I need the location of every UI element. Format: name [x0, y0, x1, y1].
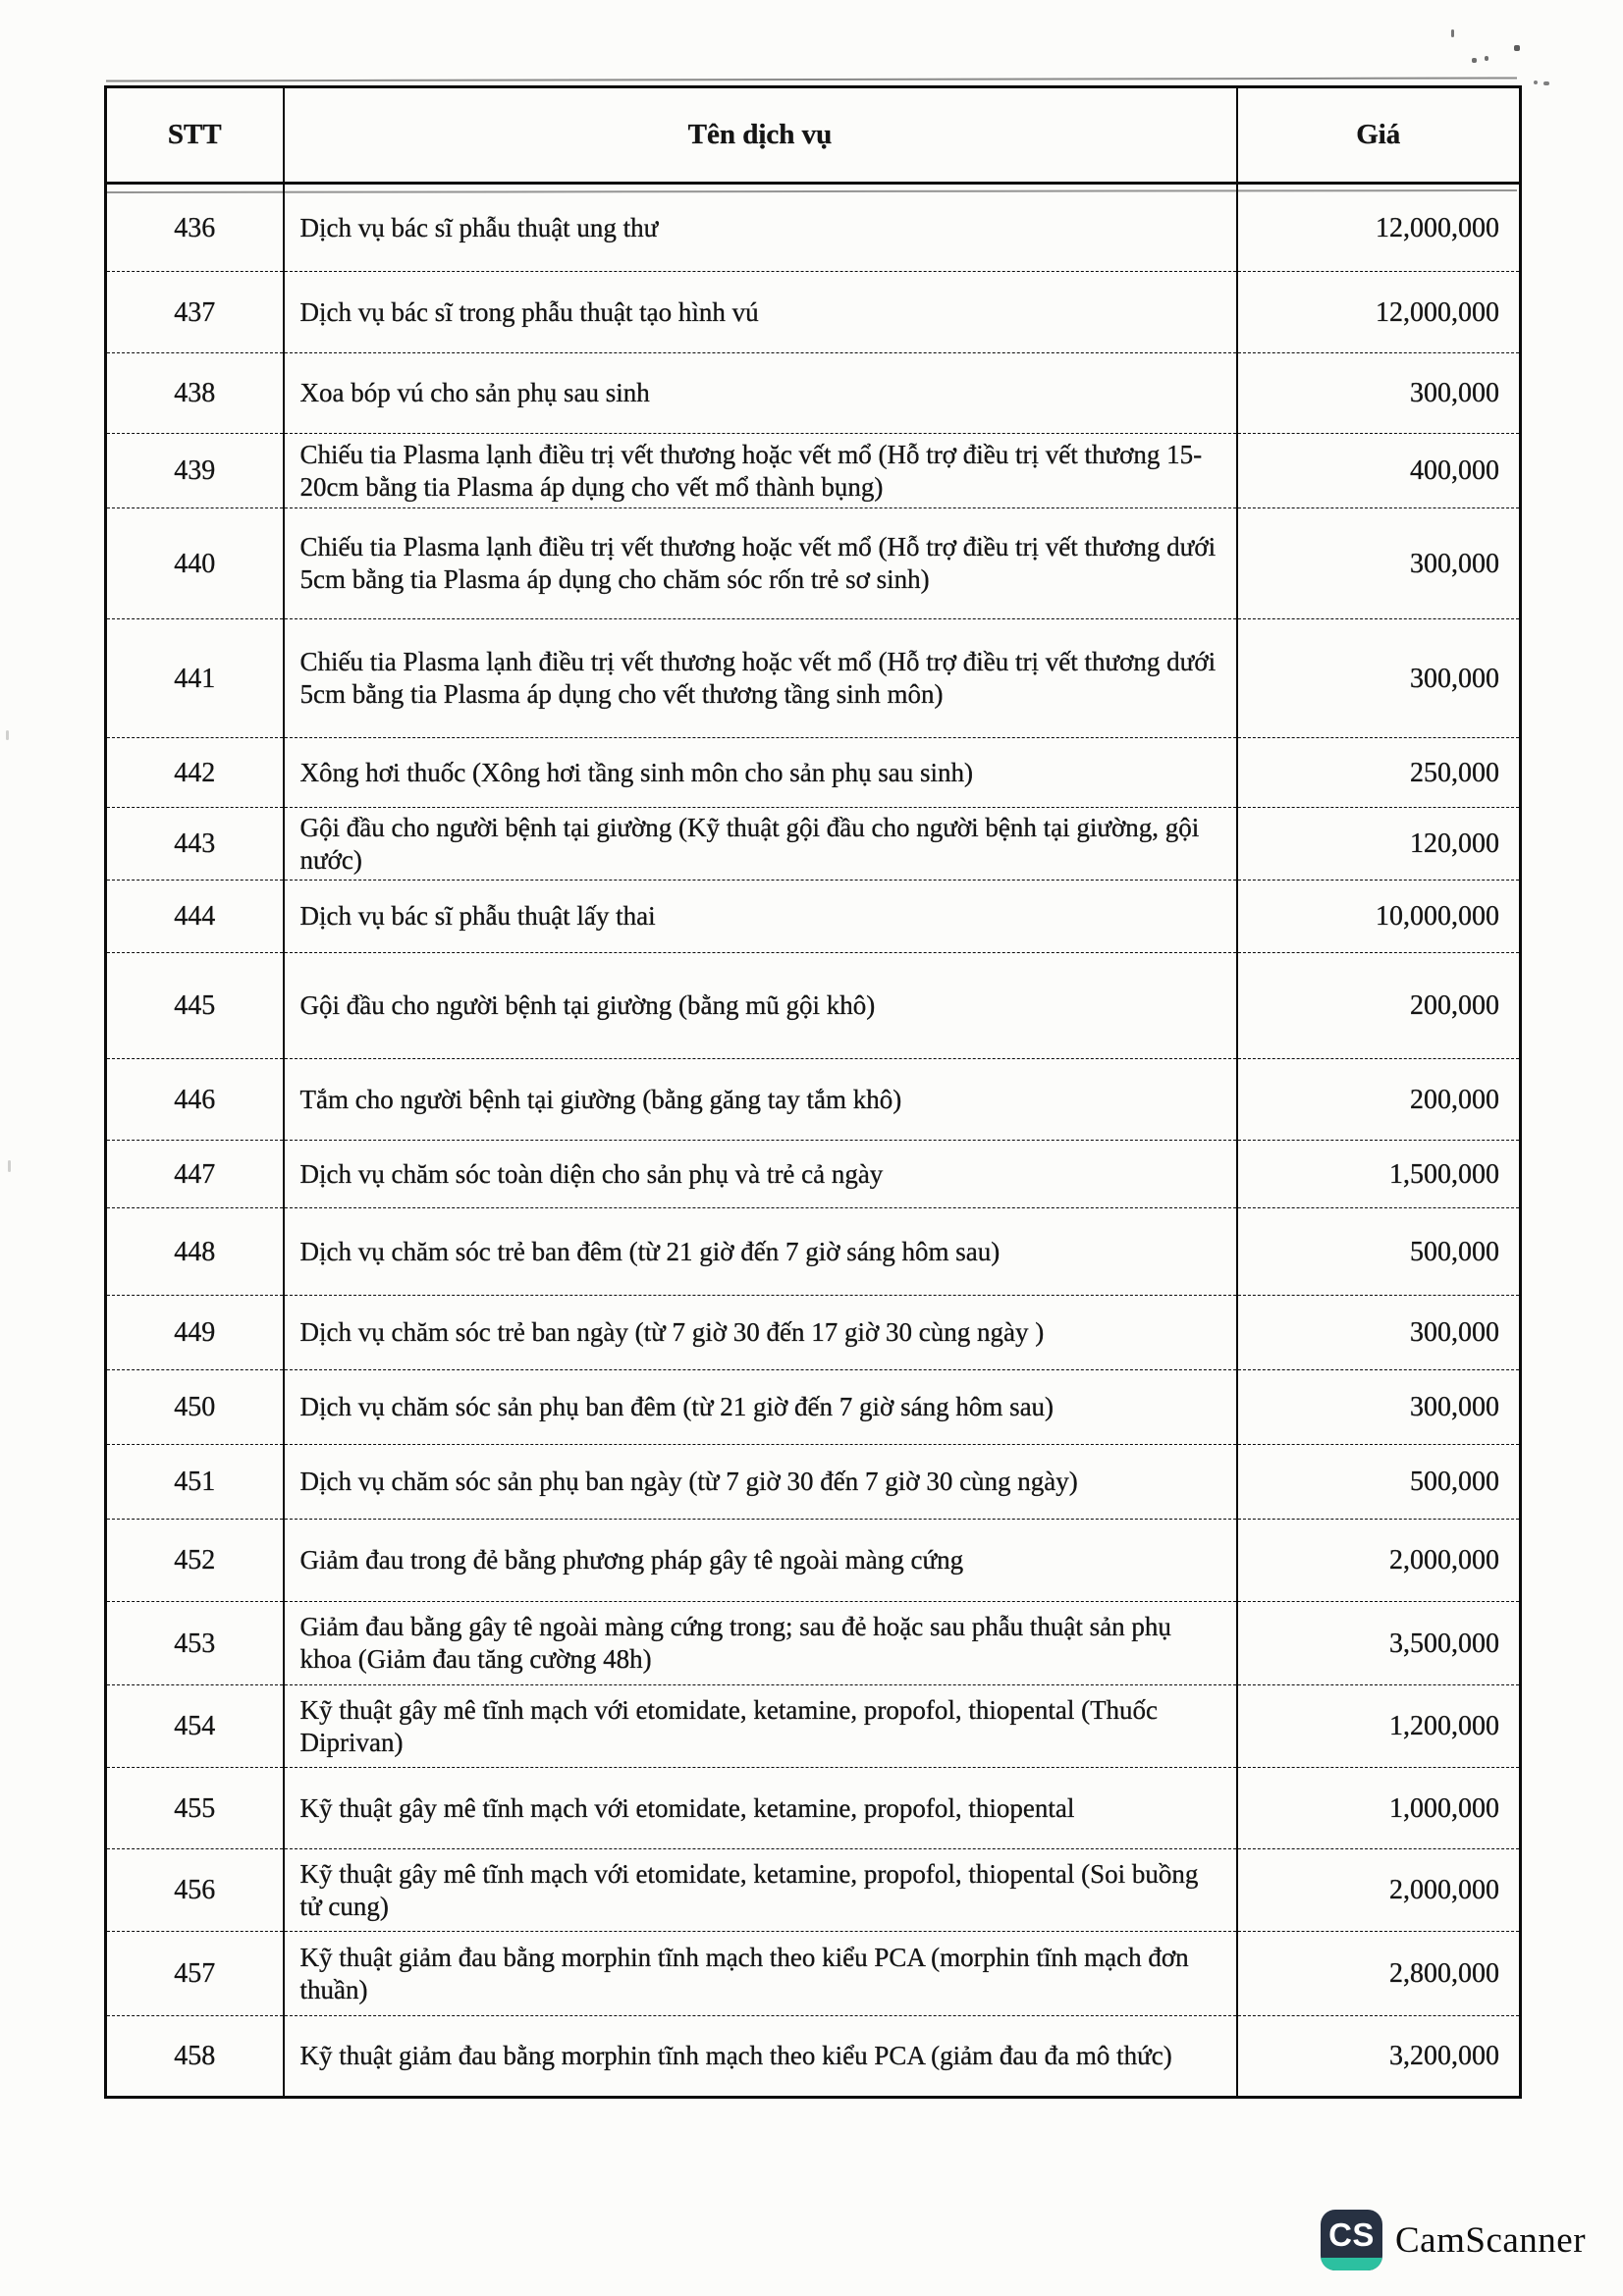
- stt-cell: 450: [106, 1370, 284, 1445]
- stt-cell: 441: [106, 619, 284, 738]
- price-cell: 1,000,000: [1237, 1768, 1521, 1849]
- table-row: [106, 881, 1521, 953]
- stt-cell: 457: [106, 1932, 284, 2016]
- price-cell: 300,000: [1237, 619, 1521, 738]
- service-name-cell: Chiếu tia Plasma lạnh điều trị vết thương hoặc vết mổ (Hỗ trợ điều trị vết thương 15-20cm bằng tia Plasma áp dụng cho vết mổ thành bụng): [284, 434, 1237, 508]
- table-row: [106, 272, 1521, 353]
- price-cell: 2,800,000: [1237, 1932, 1521, 2016]
- price-cell: 12,000,000: [1237, 184, 1521, 272]
- service-name-cell: Kỹ thuật gây mê tĩnh mạch với etomidate, ketamine, propofol, thiopental (Thuốc Diprivan): [284, 1685, 1237, 1768]
- stt-cell: 442: [106, 738, 284, 808]
- price-cell: 300,000: [1237, 353, 1521, 434]
- price-cell: 120,000: [1237, 808, 1521, 881]
- camscanner-brand: CamScanner: [1395, 2219, 1587, 2261]
- service-name-cell: Dịch vụ chăm sóc trẻ ban ngày (từ 7 giờ 30 đến 17 giờ 30 cùng ngày ): [284, 1296, 1237, 1370]
- header-stt: STT: [106, 87, 284, 184]
- price-cell: 300,000: [1237, 1370, 1521, 1445]
- stt-cell: 458: [106, 2016, 284, 2098]
- camscanner-icon: [1321, 2210, 1382, 2270]
- table-row: [106, 353, 1521, 434]
- table-row: [106, 1602, 1521, 1685]
- service-name-cell: Xoa bóp vú cho sản phụ sau sinh: [284, 353, 1237, 434]
- price-cell: 10,000,000: [1237, 881, 1521, 953]
- table-row: [106, 184, 1521, 272]
- price-cell: 500,000: [1237, 1208, 1521, 1296]
- service-name-cell: Dịch vụ chăm sóc trẻ ban đêm (từ 21 giờ đến 7 giờ sáng hôm sau): [284, 1208, 1237, 1296]
- scan-artifact-line: [106, 77, 1517, 81]
- price-cell: 200,000: [1237, 953, 1521, 1059]
- price-cell: 300,000: [1237, 1296, 1521, 1370]
- table-row: [106, 508, 1521, 619]
- scan-speck: [1485, 56, 1488, 61]
- camscanner-watermark: [1321, 2210, 1586, 2270]
- stt-cell: 443: [106, 808, 284, 881]
- stt-cell: 449: [106, 1296, 284, 1370]
- price-cell: 400,000: [1237, 434, 1521, 508]
- stt-cell: 439: [106, 434, 284, 508]
- price-cell: 200,000: [1237, 1059, 1521, 1141]
- stt-cell: 453: [106, 1602, 284, 1685]
- service-name-cell: Kỹ thuật giảm đau bằng morphin tĩnh mạch theo kiểu PCA (morphin tĩnh mạch đơn thuần): [284, 1932, 1237, 2016]
- service-name-cell: Dịch vụ bác sĩ phẫu thuật lấy thai: [284, 881, 1237, 953]
- table-row: [106, 808, 1521, 881]
- stt-cell: 447: [106, 1141, 284, 1208]
- service-name-cell: Kỹ thuật gây mê tĩnh mạch với etomidate, ketamine, propofol, thiopental: [284, 1768, 1237, 1849]
- service-name-cell: Kỹ thuật gây mê tĩnh mạch với etomidate, ketamine, propofol, thiopental (Soi buồng tử cung): [284, 1849, 1237, 1932]
- scan-speck: [1534, 80, 1538, 84]
- stt-cell: 437: [106, 272, 284, 353]
- service-name-cell: Tắm cho người bệnh tại giường (bằng găng tay tắm khô): [284, 1059, 1237, 1141]
- scan-speck: [1543, 81, 1549, 85]
- table-row: [106, 1932, 1521, 2016]
- table-row: [106, 1520, 1521, 1602]
- table-row: [106, 1296, 1521, 1370]
- table-row: [106, 1208, 1521, 1296]
- scan-speck: [1514, 45, 1520, 51]
- stt-cell: 451: [106, 1445, 284, 1520]
- scan-speck: [1472, 58, 1477, 63]
- service-name-cell: Gội đầu cho người bệnh tại giường (Kỹ thuật gội đầu cho người bệnh tại giường, gội nước): [284, 808, 1237, 881]
- stt-cell: 456: [106, 1849, 284, 1932]
- service-name-cell: Dịch vụ chăm sóc sản phụ ban đêm (từ 21 giờ đến 7 giờ sáng hôm sau): [284, 1370, 1237, 1445]
- table-row: [106, 1445, 1521, 1520]
- service-name-cell: Gội đầu cho người bệnh tại giường (bằng mũ gội khô): [284, 953, 1237, 1059]
- service-name-cell: Dịch vụ chăm sóc sản phụ ban ngày (từ 7 giờ 30 đến 7 giờ 30 cùng ngày): [284, 1445, 1237, 1520]
- service-name-cell: Chiếu tia Plasma lạnh điều trị vết thương hoặc vết mổ (Hỗ trợ điều trị vết thương dưới 5cm bằng tia Plasma áp dụng cho chăm sóc rốn trẻ sơ sinh): [284, 508, 1237, 619]
- price-table: [104, 85, 1522, 2099]
- camscanner-icon-strip: [1321, 2258, 1382, 2270]
- table-row: [106, 1141, 1521, 1208]
- price-cell: 12,000,000: [1237, 272, 1521, 353]
- service-name-cell: Dịch vụ bác sĩ trong phẫu thuật tạo hình vú: [284, 272, 1237, 353]
- table-row: [106, 1685, 1521, 1768]
- price-cell: 3,200,000: [1237, 2016, 1521, 2098]
- service-name-cell: Dịch vụ chăm sóc toàn diện cho sản phụ và trẻ cả ngày: [284, 1141, 1237, 1208]
- service-name-cell: Xông hơi thuốc (Xông hơi tầng sinh môn cho sản phụ sau sinh): [284, 738, 1237, 808]
- scan-speck: [6, 730, 9, 740]
- stt-cell: 452: [106, 1520, 284, 1602]
- price-cell: 2,000,000: [1237, 1520, 1521, 1602]
- stt-cell: 454: [106, 1685, 284, 1768]
- table-row: [106, 738, 1521, 808]
- stt-cell: 445: [106, 953, 284, 1059]
- stt-cell: 455: [106, 1768, 284, 1849]
- table-row: [106, 953, 1521, 1059]
- stt-cell: 438: [106, 353, 284, 434]
- table-row: [106, 2016, 1521, 2098]
- service-name-cell: Kỹ thuật giảm đau bằng morphin tĩnh mạch theo kiểu PCA (giảm đau đa mô thức): [284, 2016, 1237, 2098]
- price-cell: 300,000: [1237, 508, 1521, 619]
- price-cell: 1,500,000: [1237, 1141, 1521, 1208]
- price-cell: 1,200,000: [1237, 1685, 1521, 1768]
- scan-speck: [8, 1160, 11, 1172]
- header-price: Giá: [1237, 87, 1521, 184]
- service-name-cell: Dịch vụ bác sĩ phẫu thuật ung thư: [284, 184, 1237, 272]
- header-service-name: Tên dịch vụ: [284, 87, 1237, 184]
- table-row: [106, 619, 1521, 738]
- table-header-row: [106, 87, 1521, 184]
- price-cell: 250,000: [1237, 738, 1521, 808]
- scan-speck: [1451, 29, 1454, 37]
- table-row: [106, 1849, 1521, 1932]
- table-row: [106, 434, 1521, 508]
- price-cell: 3,500,000: [1237, 1602, 1521, 1685]
- service-name-cell: Giảm đau trong đẻ bằng phương pháp gây tê ngoài màng cứng: [284, 1520, 1237, 1602]
- camscanner-icon-label: CS: [1328, 2216, 1375, 2253]
- stt-cell: 446: [106, 1059, 284, 1141]
- price-cell: 2,000,000: [1237, 1849, 1521, 1932]
- table-row: [106, 1370, 1521, 1445]
- service-name-cell: Giảm đau bằng gây tê ngoài màng cứng trong; sau đẻ hoặc sau phẫu thuật sản phụ khoa (Giảm đau tăng cường 48h): [284, 1602, 1237, 1685]
- table-row: [106, 1768, 1521, 1849]
- price-cell: 500,000: [1237, 1445, 1521, 1520]
- stt-cell: 448: [106, 1208, 284, 1296]
- service-name-cell: Chiếu tia Plasma lạnh điều trị vết thương hoặc vết mổ (Hỗ trợ điều trị vết thương dưới 5cm bằng tia Plasma áp dụng cho vết thương tầng sinh môn): [284, 619, 1237, 738]
- table-row: [106, 1059, 1521, 1141]
- stt-cell: 440: [106, 508, 284, 619]
- stt-cell: 444: [106, 881, 284, 953]
- stt-cell: 436: [106, 184, 284, 272]
